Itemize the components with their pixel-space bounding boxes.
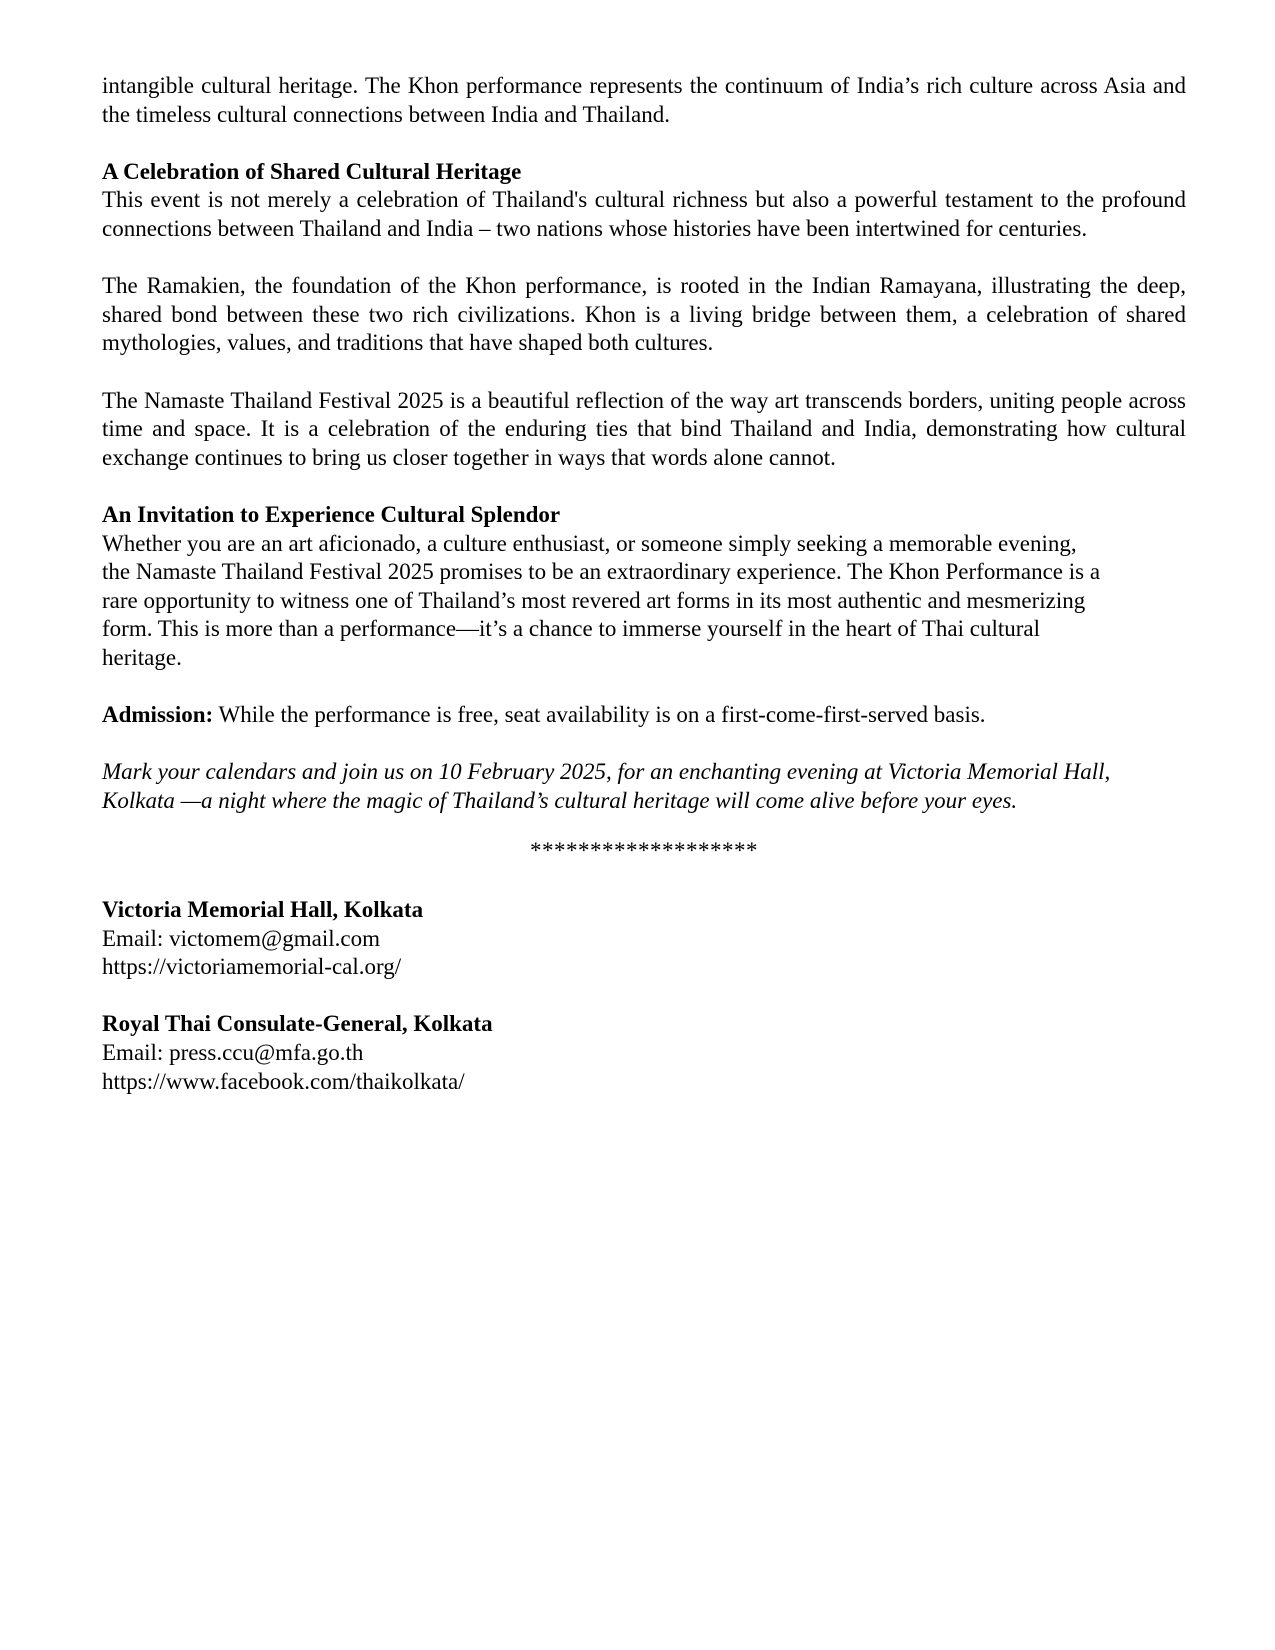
invitation-line: Whether you are an art aficionado, a culture enthusiast, or someone simply seeking a memorable evening, xyxy=(102,530,1077,556)
invitation-line: form. This is more than a performance—it’s a chance to immerse yourself in the heart of Thai cultural xyxy=(102,616,1041,642)
document-page xyxy=(102,72,1186,1096)
closing-paragraph: Mark your calendars and join us on 10 February 2025, for an enchanting evening at Victoria Memorial Hall, Kolkata —a night where the magic of Thailand’s cultural heritage will come alive before your eyes. xyxy=(102,759,1111,813)
spacer xyxy=(102,244,1186,273)
contact-email: Email: press.ccu@mfa.go.th xyxy=(102,1040,364,1065)
spacer xyxy=(102,866,1186,896)
spacer xyxy=(102,129,1186,158)
asterisk-separator: ******************* xyxy=(530,838,758,864)
contact-block-consulate xyxy=(102,1010,1186,1096)
shared-heritage-paragraph-2: The Ramakien, the foundation of the Khon performance, is rooted in the Indian Ramayana, illustrating the deep, shared bond between these two rich civilizations. Khon is a living bridge between them, a celebration of shared mythologies, values, and traditions that have shaped both cultures. xyxy=(102,273,1186,356)
spacer xyxy=(102,672,1186,701)
invitation-line: heritage. xyxy=(102,644,182,670)
spacer xyxy=(102,815,1186,837)
spacer xyxy=(102,472,1186,501)
admission-text: While the performance is free, seat availability is on a first-come-first-served basis. xyxy=(213,702,986,728)
contact-name: Victoria Memorial Hall, Kolkata xyxy=(102,897,424,923)
invitation-line: the Namaste Thailand Festival 2025 promises to be an extraordinary experience. The Khon Performance is a xyxy=(102,559,1101,585)
invitation-line: rare opportunity to witness one of Thailand’s most revered art forms in its most authentic and mesmerizing xyxy=(102,587,1086,613)
spacer xyxy=(102,358,1186,387)
admission-label: Admission: xyxy=(102,702,214,728)
contact-block-victoria xyxy=(102,896,1186,982)
spacer xyxy=(102,982,1186,1011)
admission-paragraph xyxy=(102,701,1186,730)
contact-url: https://www.facebook.com/thaikolkata/ xyxy=(102,1068,465,1094)
shared-heritage-paragraph-3: The Namaste Thailand Festival 2025 is a beautiful reflection of the way art transcends borders, uniting people across time and space. It is a celebration of the enduring ties that bind Thailand and India, demonstrating how cultural exchange continues to bring us closer together in ways that words alone cannot. xyxy=(102,387,1186,470)
intro-paragraph: intangible cultural heritage. The Khon performance represents the continuum of India’s rich culture across Asia and the timeless cultural connections between India and Thailand. xyxy=(102,73,1186,127)
contact-name: Royal Thai Consulate-General, Kolkata xyxy=(102,1011,493,1037)
invitation-paragraph xyxy=(102,530,1186,673)
spacer xyxy=(102,730,1186,759)
contact-email: Email: victomem@gmail.com xyxy=(102,925,380,951)
contact-url: https://victoriamemorial-cal.org/ xyxy=(102,954,402,980)
shared-heritage-paragraph-1: This event is not merely a celebration of Thailand's cultural richness but also a powerful testament to the profound connections between Thailand and India – two nations whose histories have been intertwined for centuries. xyxy=(102,187,1186,241)
section-heading-shared-heritage: A Celebration of Shared Cultural Heritage xyxy=(102,158,522,184)
section-heading-invitation: An Invitation to Experience Cultural Splendor xyxy=(102,501,561,527)
